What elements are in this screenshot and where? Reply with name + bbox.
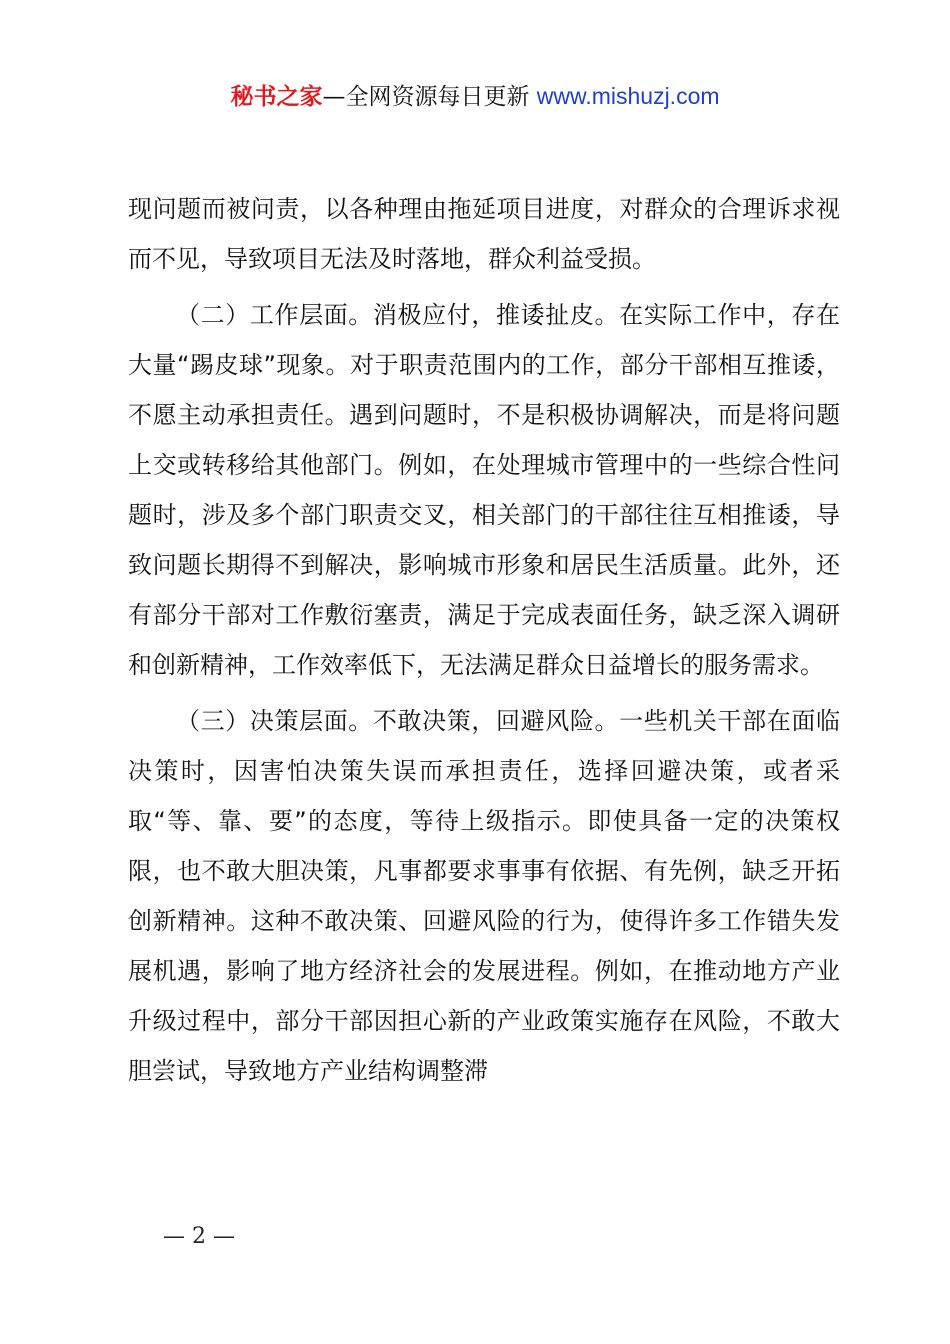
paragraph-continued: 现问题而被问责，以各种理由拖延项目进度，对群众的合理诉求视而不见，导致项目无法及时落地，群众利益受损。	[128, 195, 840, 273]
paragraph-work-level: （二）工作层面。消极应付，推诿扯皮。在实际工作中，存在大量“踢皮球”现象。对于职责范围内的工作，部分干部相互推诿，不愿主动承担责任。遇到问题时，不是积极协调解决，而是将问题上交或转移给其他部门。例如，在处理城市管理中的一些综合性问题时，涉及多个部门职责交叉，相关部门的干部往往互相推诿，导致问题长期得不到解决，影响城市形象和居民生活质量。此外，还有部分干部对工作敷衍塞责，满足于完成表面任务，缺乏深入调研和创新精神，工作效率低下，无法满足群众日益增长的服务需求。	[128, 301, 840, 679]
site-header	[0, 80, 950, 113]
site-url-link[interactable]: www.mishuzj.com	[536, 83, 720, 109]
document-body	[128, 184, 840, 1102]
page-number: — 2 —	[163, 1224, 235, 1249]
header-tagline: —全网资源每日更新	[322, 84, 530, 110]
paragraph-decision-level: （三）决策层面。不敢决策，回避风险。一些机关干部在面临决策时，因害怕决策失误而承担责任，选择回避决策，或者采取“等、靠、要”的态度，等待上级指示。即使具备一定的决策权限，也不敢大胆决策，凡事都要求事事有依据、有先例，缺乏开拓创新精神。这种不敢决策、回避风险的行为，使得许多工作错失发展机遇，影响了地方经济社会的发展进程。例如，在推动地方产业升级过程中，部分干部因担心新的产业政策实施存在风险，不敢大胆尝试，导致地方产业结构调整滞	[128, 707, 840, 1085]
brand-name: 秘书之家	[230, 84, 323, 110]
